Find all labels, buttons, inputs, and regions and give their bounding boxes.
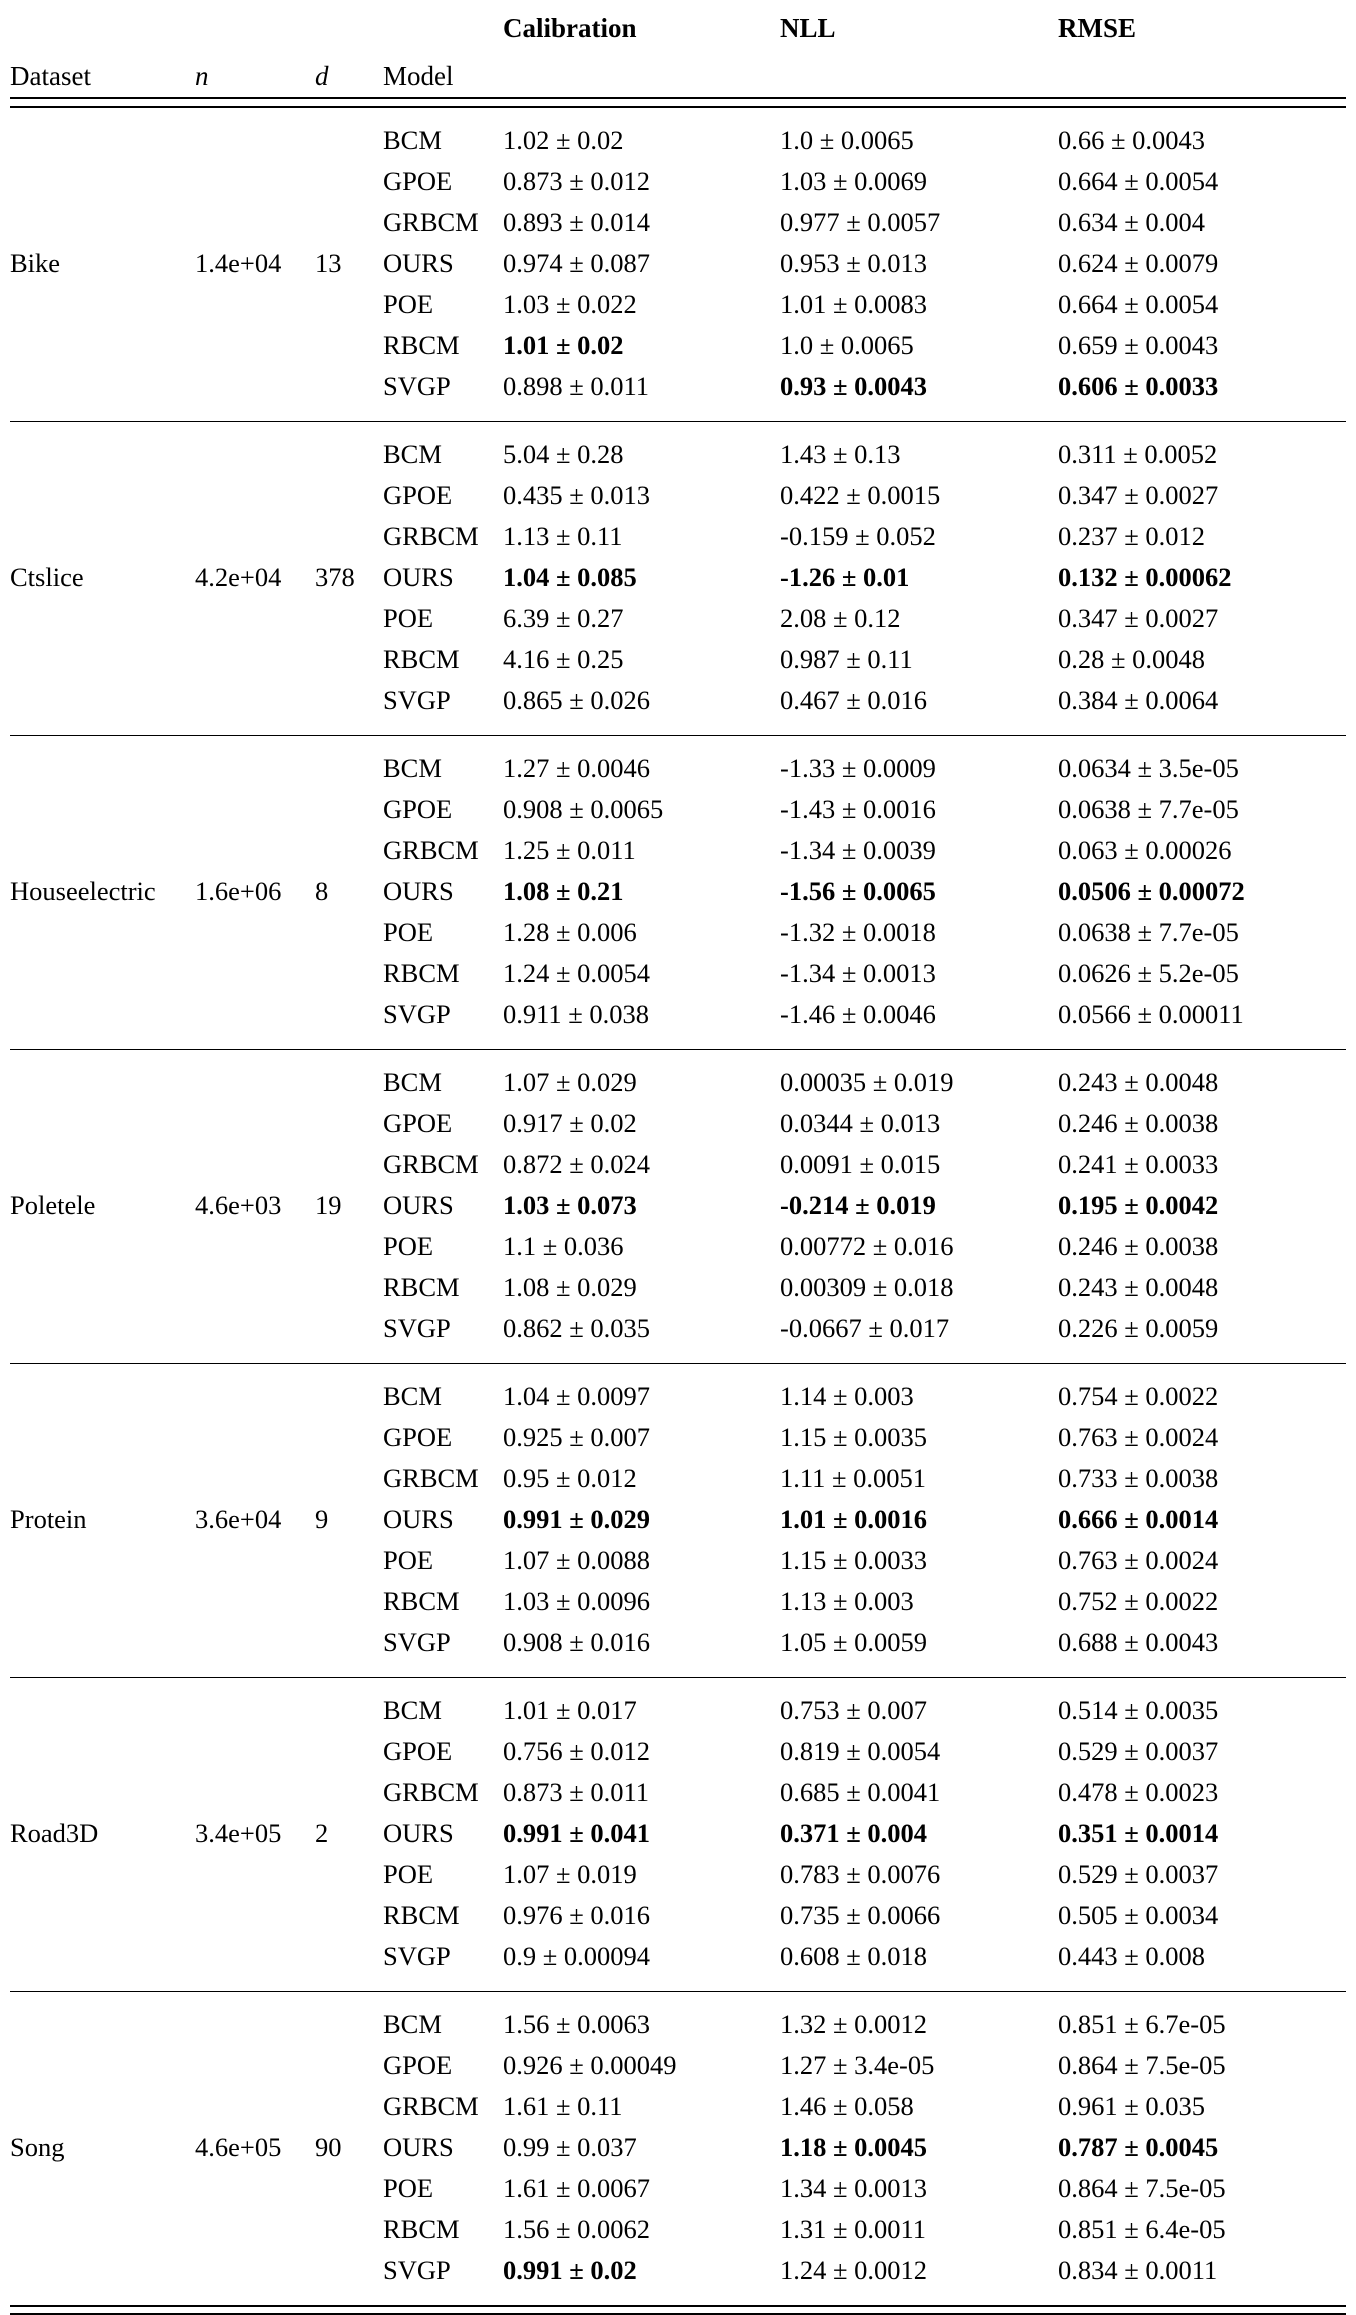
group-spacer-row — [10, 422, 1346, 434]
cell-nll: 1.31 ± 0.0011 — [780, 2214, 927, 2245]
cell-rmse: 0.195 ± 0.0042 — [1058, 1190, 1219, 1221]
cell-rmse: 0.763 ± 0.0024 — [1058, 1422, 1219, 1453]
cell-rmse: 0.0626 ± 5.2e-05 — [1058, 958, 1239, 989]
cell-nll: -1.34 ± 0.0013 — [780, 958, 936, 989]
cell-nll: 0.371 ± 0.004 — [780, 1818, 928, 1849]
cell-rmse: 0.351 ± 0.0014 — [1058, 1818, 1219, 1849]
cell-rmse: 0.347 ± 0.0027 — [1058, 480, 1219, 511]
cell-calibration: 1.03 ± 0.073 — [503, 1190, 637, 1221]
cell-rmse: 0.624 ± 0.0079 — [1058, 248, 1219, 279]
cell-model: GPOE — [383, 1422, 453, 1453]
cell-nll: 0.422 ± 0.0015 — [780, 480, 941, 511]
cell-calibration: 1.02 ± 0.02 — [503, 125, 624, 156]
cell-rmse: 0.246 ± 0.0038 — [1058, 1108, 1219, 1139]
cell-rmse: 0.752 ± 0.0022 — [1058, 1586, 1219, 1617]
cell-calibration: 1.03 ± 0.0096 — [503, 1586, 651, 1617]
cell-model: BCM — [383, 2009, 442, 2040]
cell-rmse: 0.0634 ± 3.5e-05 — [1058, 753, 1239, 784]
cell-model: OURS — [383, 2132, 454, 2163]
cell-nll: 1.18 ± 0.0045 — [780, 2132, 928, 2163]
benchmark-results-table — [10, 0, 1346, 2315]
cell-model: GRBCM — [383, 1777, 479, 1808]
cell-nll: 1.27 ± 3.4e-05 — [780, 2050, 935, 2081]
cell-calibration: 1.03 ± 0.022 — [503, 289, 637, 320]
cell-rmse: 0.634 ± 0.004 — [1058, 207, 1206, 238]
cell-n: 4.6e+03 — [195, 1190, 282, 1221]
cell-calibration: 6.39 ± 0.27 — [503, 603, 624, 634]
cell-calibration: 0.976 ± 0.016 — [503, 1900, 651, 1931]
cell-model: OURS — [383, 562, 454, 593]
cell-calibration: 0.99 ± 0.037 — [503, 2132, 637, 2163]
cell-rmse: 0.347 ± 0.0027 — [1058, 603, 1219, 634]
cell-model: SVGP — [383, 371, 451, 402]
header-spacer-dataset — [10, 0, 195, 48]
group-spacer-cell — [10, 1678, 1346, 1690]
cell-nll: 0.00309 ± 0.018 — [780, 1272, 954, 1303]
cell-model: GRBCM — [383, 2091, 479, 2122]
cell-model: GPOE — [383, 2050, 453, 2081]
cell-nll: 2.08 ± 0.12 — [780, 603, 901, 634]
cell-model: RBCM — [383, 2214, 460, 2245]
cell-calibration: 1.25 ± 0.011 — [503, 835, 636, 866]
cell-calibration: 0.862 ± 0.035 — [503, 1313, 651, 1344]
cell-dataset: Protein — [10, 1504, 87, 1535]
cell-calibration: 1.61 ± 0.11 — [503, 2091, 623, 2122]
cell-calibration: 1.07 ± 0.0088 — [503, 1545, 651, 1576]
group-spacer-cell — [10, 2291, 1346, 2305]
cell-model: SVGP — [383, 685, 451, 716]
cell-model: OURS — [383, 1190, 454, 1221]
cell-model: GRBCM — [383, 835, 479, 866]
cell-rmse: 0.505 ± 0.0034 — [1058, 1900, 1219, 1931]
cell-model: GPOE — [383, 1108, 453, 1139]
cell-nll: 0.783 ± 0.0076 — [780, 1859, 941, 1890]
cell-rmse: 0.733 ± 0.0038 — [1058, 1463, 1219, 1494]
cell-dataset: Houseelectric — [10, 876, 156, 907]
cell-calibration: 1.24 ± 0.0054 — [503, 958, 651, 989]
group-spacer-row — [10, 1663, 1346, 1677]
cell-nll: 0.819 ± 0.0054 — [780, 1736, 941, 1767]
cell-calibration: 1.04 ± 0.085 — [503, 562, 637, 593]
cell-rmse: 0.246 ± 0.0038 — [1058, 1231, 1219, 1262]
cell-model: RBCM — [383, 1272, 460, 1303]
cell-nll: 0.977 ± 0.0057 — [780, 207, 941, 238]
header-spacer-d — [315, 0, 383, 48]
cell-nll: -0.214 ± 0.019 — [780, 1190, 936, 1221]
cell-rmse: 0.311 ± 0.0052 — [1058, 439, 1218, 470]
cell-rmse: 0.514 ± 0.0035 — [1058, 1695, 1219, 1726]
table-row — [10, 1376, 1346, 1417]
group-spacer-row — [10, 407, 1346, 421]
cell-nll: 0.685 ± 0.0041 — [780, 1777, 941, 1808]
cell-nll: 0.0344 ± 0.013 — [780, 1108, 941, 1139]
group-spacer-row — [10, 1035, 1346, 1049]
header-spacer-calibration — [503, 48, 780, 97]
cell-model: OURS — [383, 1818, 454, 1849]
cell-calibration: 5.04 ± 0.28 — [503, 439, 624, 470]
group-spacer-row — [10, 736, 1346, 748]
cell-nll: 1.13 ± 0.003 — [780, 1586, 914, 1617]
cell-calibration: 0.991 ± 0.02 — [503, 2255, 637, 2286]
group-spacer-cell — [10, 108, 1346, 120]
cell-calibration: 1.56 ± 0.0063 — [503, 2009, 651, 2040]
cell-nll: 0.93 ± 0.0043 — [780, 371, 928, 402]
cell-nll: -1.26 ± 0.01 — [780, 562, 910, 593]
cell-rmse: 0.0506 ± 0.00072 — [1058, 876, 1245, 907]
cell-model: OURS — [383, 876, 454, 907]
cell-rmse: 0.606 ± 0.0033 — [1058, 371, 1219, 402]
group-spacer-cell — [10, 1050, 1346, 1062]
cell-n: 3.6e+04 — [195, 1504, 282, 1535]
cell-model: BCM — [383, 125, 442, 156]
cell-model: BCM — [383, 1067, 442, 1098]
table-row — [10, 120, 1346, 161]
group-spacer-row — [10, 1977, 1346, 1991]
header-spacer-nll — [780, 48, 1058, 97]
cell-rmse: 0.851 ± 6.4e-05 — [1058, 2214, 1226, 2245]
cell-nll: -1.56 ± 0.0065 — [780, 876, 936, 907]
header-double-rule-row — [10, 97, 1346, 108]
cell-rmse: 0.063 ± 0.00026 — [1058, 835, 1232, 866]
group-rule-row — [10, 2305, 1346, 2315]
cell-nll: 1.14 ± 0.003 — [780, 1381, 914, 1412]
cell-rmse: 0.384 ± 0.0064 — [1058, 685, 1219, 716]
cell-calibration: 0.925 ± 0.007 — [503, 1422, 651, 1453]
cell-rmse: 0.0638 ± 7.7e-05 — [1058, 794, 1239, 825]
cell-d: 8 — [315, 876, 329, 907]
cell-rmse: 0.66 ± 0.0043 — [1058, 125, 1206, 156]
cell-rmse: 0.443 ± 0.008 — [1058, 1941, 1206, 1972]
table-row — [10, 1062, 1346, 1103]
cell-nll: 1.01 ± 0.0016 — [780, 1504, 928, 1535]
group-spacer-cell — [10, 1663, 1346, 1677]
cell-model: GRBCM — [383, 1463, 479, 1494]
cell-nll: -1.34 ± 0.0039 — [780, 835, 936, 866]
cell-calibration: 0.9 ± 0.00094 — [503, 1941, 651, 1972]
cell-d: 9 — [315, 1504, 329, 1535]
cell-rmse: 0.0638 ± 7.7e-05 — [1058, 917, 1239, 948]
cell-calibration: 1.04 ± 0.0097 — [503, 1381, 651, 1412]
group-spacer-row — [10, 1349, 1346, 1363]
cell-calibration: 0.991 ± 0.029 — [503, 1504, 651, 1535]
cell-rmse: 0.237 ± 0.012 — [1058, 521, 1206, 552]
cell-nll: 0.735 ± 0.0066 — [780, 1900, 941, 1931]
group-spacer-cell — [10, 407, 1346, 421]
cell-model: POE — [383, 289, 434, 320]
cell-nll: 0.0091 ± 0.015 — [780, 1149, 941, 1180]
cell-nll: -0.159 ± 0.052 — [780, 521, 936, 552]
cell-model: GPOE — [383, 166, 453, 197]
cell-calibration: 1.61 ± 0.0067 — [503, 2173, 651, 2204]
column-header-rmse: RMSE — [1058, 13, 1137, 43]
cell-model: OURS — [383, 1504, 454, 1535]
header-spacer-rmse — [1058, 48, 1346, 97]
cell-calibration: 0.991 ± 0.041 — [503, 1818, 651, 1849]
cell-model: GPOE — [383, 1736, 453, 1767]
cell-nll: 1.05 ± 0.0059 — [780, 1627, 928, 1658]
cell-nll: -1.33 ± 0.0009 — [780, 753, 936, 784]
cell-calibration: 1.08 ± 0.21 — [503, 876, 624, 907]
table-row — [10, 2004, 1346, 2045]
group-spacer-row — [10, 2291, 1346, 2305]
cell-model: POE — [383, 603, 434, 634]
double-rule — [10, 97, 1346, 108]
cell-d: 2 — [315, 1818, 329, 1849]
cell-nll: 1.15 ± 0.0035 — [780, 1422, 928, 1453]
cell-calibration: 0.908 ± 0.016 — [503, 1627, 651, 1658]
cell-dataset: Bike — [10, 248, 61, 279]
cell-nll: 0.00772 ± 0.016 — [780, 1231, 954, 1262]
group-rule-cell — [10, 2305, 1346, 2315]
cell-model: SVGP — [383, 1627, 451, 1658]
cell-nll: 1.0 ± 0.0065 — [780, 330, 914, 361]
group-rule — [10, 2305, 1346, 2315]
cell-rmse: 0.864 ± 7.5e-05 — [1058, 2173, 1226, 2204]
cell-model: OURS — [383, 248, 454, 279]
group-spacer-cell — [10, 1349, 1346, 1363]
column-header-n: n — [195, 61, 209, 91]
cell-calibration: 0.873 ± 0.011 — [503, 1777, 650, 1808]
cell-calibration: 1.28 ± 0.006 — [503, 917, 637, 948]
cell-model: BCM — [383, 439, 442, 470]
cell-model: SVGP — [383, 1941, 451, 1972]
cell-calibration: 1.08 ± 0.029 — [503, 1272, 637, 1303]
cell-model: GPOE — [383, 794, 453, 825]
cell-model: GRBCM — [383, 521, 479, 552]
cell-calibration: 1.1 ± 0.036 — [503, 1231, 624, 1262]
cell-calibration: 1.01 ± 0.02 — [503, 330, 624, 361]
cell-calibration: 0.435 ± 0.013 — [503, 480, 651, 511]
cell-rmse: 0.0566 ± 0.00011 — [1058, 999, 1244, 1030]
cell-rmse: 0.28 ± 0.0048 — [1058, 644, 1206, 675]
header-label-row — [10, 48, 1346, 97]
cell-model: GRBCM — [383, 207, 479, 238]
cell-nll: 1.34 ± 0.0013 — [780, 2173, 928, 2204]
cell-model: RBCM — [383, 644, 460, 675]
cell-n: 3.4e+05 — [195, 1818, 282, 1849]
cell-nll: 1.43 ± 0.13 — [780, 439, 901, 470]
cell-dataset: Ctslice — [10, 562, 84, 593]
cell-nll: 1.46 ± 0.058 — [780, 2091, 914, 2122]
cell-model: POE — [383, 1231, 434, 1262]
cell-calibration: 1.56 ± 0.0062 — [503, 2214, 651, 2245]
group-spacer-cell — [10, 1977, 1346, 1991]
cell-dataset: Song — [10, 2132, 65, 2163]
cell-calibration: 0.893 ± 0.014 — [503, 207, 651, 238]
group-spacer-cell — [10, 1992, 1346, 2004]
table-header — [10, 0, 1346, 108]
cell-model: POE — [383, 2173, 434, 2204]
group-spacer-cell — [10, 1035, 1346, 1049]
cell-nll: 0.953 ± 0.013 — [780, 248, 928, 279]
double-rule-cell — [10, 97, 1346, 108]
cell-rmse: 0.659 ± 0.0043 — [1058, 330, 1219, 361]
cell-calibration: 0.898 ± 0.011 — [503, 371, 650, 402]
column-header-nll: NLL — [780, 13, 836, 43]
cell-model: POE — [383, 1545, 434, 1576]
cell-calibration: 1.27 ± 0.0046 — [503, 753, 651, 784]
cell-model: RBCM — [383, 1900, 460, 1931]
cell-nll: -0.0667 ± 0.017 — [780, 1313, 950, 1344]
cell-nll: 0.00035 ± 0.019 — [780, 1067, 954, 1098]
cell-d: 378 — [315, 562, 355, 593]
cell-calibration: 1.01 ± 0.017 — [503, 1695, 637, 1726]
cell-model: SVGP — [383, 999, 451, 1030]
cell-calibration: 0.865 ± 0.026 — [503, 685, 651, 716]
cell-nll: -1.32 ± 0.0018 — [780, 917, 936, 948]
cell-calibration: 0.95 ± 0.012 — [503, 1463, 637, 1494]
cell-nll: -1.46 ± 0.0046 — [780, 999, 936, 1030]
cell-calibration: 0.908 ± 0.0065 — [503, 794, 664, 825]
cell-nll: 1.32 ± 0.0012 — [780, 2009, 928, 2040]
cell-model: SVGP — [383, 1313, 451, 1344]
cell-calibration: 1.13 ± 0.11 — [503, 521, 623, 552]
cell-nll: 1.01 ± 0.0083 — [780, 289, 928, 320]
cell-rmse: 0.851 ± 6.7e-05 — [1058, 2009, 1226, 2040]
cell-calibration: 0.872 ± 0.024 — [503, 1149, 651, 1180]
group-spacer-row — [10, 721, 1346, 735]
cell-model: BCM — [383, 1695, 442, 1726]
cell-nll: 0.987 ± 0.11 — [780, 644, 913, 675]
cell-model: BCM — [383, 1381, 442, 1412]
group-spacer-row — [10, 1678, 1346, 1690]
cell-rmse: 0.787 ± 0.0045 — [1058, 2132, 1219, 2163]
table-body — [10, 108, 1346, 2315]
cell-dataset: Road3D — [10, 1818, 99, 1849]
cell-calibration: 0.911 ± 0.038 — [503, 999, 650, 1030]
cell-model: RBCM — [383, 958, 460, 989]
header-spacer-n — [195, 0, 315, 48]
cell-n: 4.2e+04 — [195, 562, 282, 593]
cell-nll: 1.24 ± 0.0012 — [780, 2255, 928, 2286]
cell-model: BCM — [383, 753, 442, 784]
cell-calibration: 0.974 ± 0.087 — [503, 248, 651, 279]
group-spacer-cell — [10, 721, 1346, 735]
cell-rmse: 0.666 ± 0.0014 — [1058, 1504, 1219, 1535]
cell-model: RBCM — [383, 1586, 460, 1617]
cell-model: RBCM — [383, 330, 460, 361]
cell-nll: 0.608 ± 0.018 — [780, 1941, 928, 1972]
cell-rmse: 0.529 ± 0.0037 — [1058, 1736, 1219, 1767]
cell-rmse: 0.664 ± 0.0054 — [1058, 166, 1219, 197]
cell-rmse: 0.864 ± 7.5e-05 — [1058, 2050, 1226, 2081]
cell-rmse: 0.243 ± 0.0048 — [1058, 1272, 1219, 1303]
group-spacer-row — [10, 1050, 1346, 1062]
cell-rmse: 0.961 ± 0.035 — [1058, 2091, 1206, 2122]
cell-d: 19 — [315, 1190, 342, 1221]
cell-rmse: 0.241 ± 0.0033 — [1058, 1149, 1219, 1180]
column-header-model: Model — [383, 61, 454, 91]
cell-rmse: 0.664 ± 0.0054 — [1058, 289, 1219, 320]
column-header-calibration: Calibration — [503, 13, 637, 43]
header-metric-row — [10, 0, 1346, 48]
cell-calibration: 0.873 ± 0.012 — [503, 166, 651, 197]
group-spacer-row — [10, 1364, 1346, 1376]
cell-nll: 1.11 ± 0.0051 — [780, 1463, 927, 1494]
cell-dataset: Poletele — [10, 1190, 96, 1221]
cell-calibration: 1.07 ± 0.019 — [503, 1859, 637, 1890]
cell-rmse: 0.243 ± 0.0048 — [1058, 1067, 1219, 1098]
cell-nll: -1.43 ± 0.0016 — [780, 794, 936, 825]
column-header-d: d — [315, 61, 329, 91]
cell-rmse: 0.132 ± 0.00062 — [1058, 562, 1232, 593]
cell-n: 4.6e+05 — [195, 2132, 282, 2163]
cell-rmse: 0.754 ± 0.0022 — [1058, 1381, 1219, 1412]
cell-rmse: 0.763 ± 0.0024 — [1058, 1545, 1219, 1576]
cell-rmse: 0.478 ± 0.0023 — [1058, 1777, 1219, 1808]
cell-model: GRBCM — [383, 1149, 479, 1180]
cell-rmse: 0.226 ± 0.0059 — [1058, 1313, 1219, 1344]
table-row — [10, 1690, 1346, 1731]
table-row — [10, 434, 1346, 475]
cell-calibration: 1.07 ± 0.029 — [503, 1067, 637, 1098]
cell-d: 13 — [315, 248, 342, 279]
column-header-dataset: Dataset — [10, 61, 91, 91]
cell-n: 1.4e+04 — [195, 248, 282, 279]
cell-nll: 1.0 ± 0.0065 — [780, 125, 914, 156]
group-spacer-cell — [10, 1364, 1346, 1376]
cell-calibration: 0.926 ± 0.00049 — [503, 2050, 677, 2081]
group-spacer-row — [10, 1992, 1346, 2004]
cell-model: POE — [383, 1859, 434, 1890]
group-spacer-cell — [10, 736, 1346, 748]
table-row — [10, 748, 1346, 789]
cell-calibration: 0.756 ± 0.012 — [503, 1736, 651, 1767]
cell-model: POE — [383, 917, 434, 948]
group-spacer-cell — [10, 422, 1346, 434]
cell-nll: 0.753 ± 0.007 — [780, 1695, 928, 1726]
cell-model: GPOE — [383, 480, 453, 511]
group-spacer-row — [10, 108, 1346, 120]
cell-nll: 1.03 ± 0.0069 — [780, 166, 928, 197]
cell-calibration: 4.16 ± 0.25 — [503, 644, 624, 675]
cell-nll: 0.467 ± 0.016 — [780, 685, 928, 716]
cell-rmse: 0.834 ± 0.0011 — [1058, 2255, 1218, 2286]
cell-nll: 1.15 ± 0.0033 — [780, 1545, 928, 1576]
cell-n: 1.6e+06 — [195, 876, 282, 907]
cell-rmse: 0.688 ± 0.0043 — [1058, 1627, 1219, 1658]
header-spacer-model — [383, 0, 503, 48]
cell-rmse: 0.529 ± 0.0037 — [1058, 1859, 1219, 1890]
cell-calibration: 0.917 ± 0.02 — [503, 1108, 637, 1139]
cell-model: SVGP — [383, 2255, 451, 2286]
cell-d: 90 — [315, 2132, 342, 2163]
